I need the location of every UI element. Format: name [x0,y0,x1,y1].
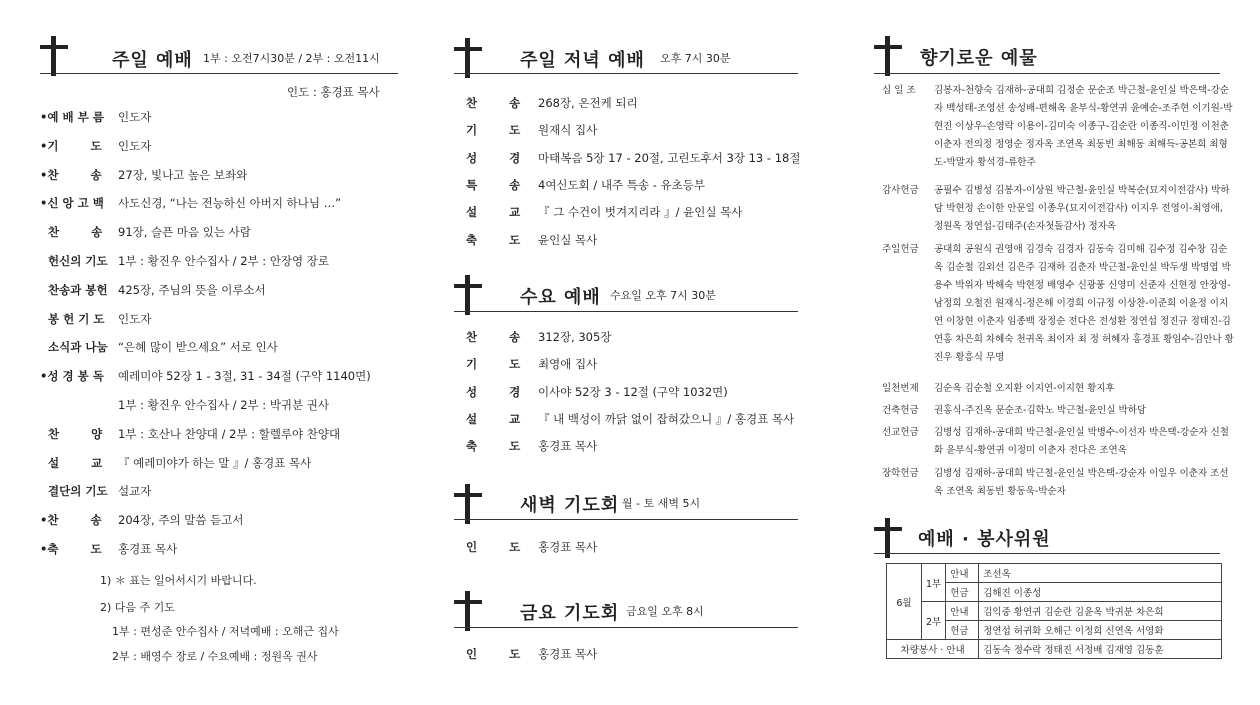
offering-names: 김순옥 김순철 오지환 이지연-이지현 황지후 [934,383,1115,394]
dawn-subtitle: 월 - 토 새벽 5시 [622,497,701,510]
role-cell: 헌금 [946,583,979,602]
order-item-value: 425장, 주님의 뜻을 이루소서 [118,282,266,297]
order-item-value: 예레미야 52장 1 - 3절, 31 - 34절 (구약 1140면) [118,369,371,384]
order-item-label: 설 교 [466,205,521,220]
order-item-value: 원재식 집사 [538,123,598,138]
order-item-value: 설교자 [118,484,152,499]
order-item-label: 특 송 [466,177,521,192]
order-item-label: 소식과 나눔 [40,340,108,355]
friday-title: 금요 기도회 [520,603,620,624]
order-item-value: 91장, 슬픈 마음 있는 사람 [118,225,251,240]
cross-icon [874,518,902,558]
sunday-leader: 인도 : 홍경표 목사 [287,85,380,99]
order-item-value: 인도자 [118,138,152,153]
vehicle-names-cell: 김동숙 정수락 정태진 서정배 김재영 김동훈 [979,640,1222,659]
order-item-label: 축 도 [466,232,521,247]
order-item-value: 홍경표 목사 [538,647,598,661]
offering-names: 공필수 김병성 김봉자-이상원 박근철-윤인실 박복순(묘지이전감사) 박하담 박현정 손이한 안문일 이종우(묘지이전감사) 이지우 전영이-최영애, 정원옥 정연섭-김태주(손자첫돌감사) 정자옥 [934,185,1230,232]
wednesday-title: 수요 예배 [520,287,601,308]
role-cell: 안내 [946,564,979,583]
service-title: 예배 · 봉사위원 [918,529,1051,550]
names-cell: 정연섭 허귀화 오해근 이정희 신연옥 서영화 [979,621,1222,640]
role-cell: 안내 [946,602,979,621]
order-item-label: 인 도 [466,647,521,661]
wednesday-subtitle: 수요일 오후 7시 30분 [610,289,716,302]
order-item-label: •신 앙 고 백 [40,196,104,211]
section-divider [874,553,1220,554]
order-item-value: 『 내 백성이 까닭 없이 잡혀갔으니 』/ 홍경표 목사 [538,411,795,426]
offerings-title: 향기로운 예물 [920,48,1038,69]
vehicle-label-cell: 차량봉사 · 안내 [887,640,979,659]
cross-icon [40,36,68,76]
offering-names: 공대희 공원식 권영애 김경숙 김경자 김동숙 김미해 김수정 김수창 김순옥 김순철 김외선 김은주 김재하 김춘자 박근철-윤인실 박두생 박명엽 박용수 박위자 박해숙 박현정 배영수 신광풍 신영미 신준자 신현정 안장영-남정희 오철진 원재식-정은해 이경희 이규정 이상찬-이준희 이윤정 이지연 이창현 이춘자 임종백 장정순 전다은 전성환 정연섭 정진규 정태진-김연홍 차은희 차혜숙 천귀옥 최이자 최 정 허혜자 홍경표 황임수-김안나 황진우 황흥식 무명 [934,244,1234,363]
order-item-value: 윤인실 목사 [538,232,598,247]
order-item-value: 사도신경, “나는 전능하신 아버지 하나님 …” [118,196,342,211]
order-item-value: 최영애 집사 [538,357,598,372]
order-item-value: 홍경표 목사 [118,542,178,556]
part1-cell: 1부 [922,564,946,602]
names-cell: 김익중 황연귀 김순란 김윤옥 박귀분 차은희 [979,602,1222,621]
order-item-value: 인도자 [118,110,152,124]
part2-cell: 2부 [922,602,946,640]
offering-names: 권홍식-주진옥 문순조-김학노 박근철-윤인실 박하담 [934,405,1147,416]
order-item-value: 1부 : 황진우 안수집사 / 2부 : 안장영 장로 [118,254,330,268]
order-item-label: 축 도 [466,439,521,454]
note-line: 1부 : 편성준 안수집사 / 저녁예배 : 오해근 집사 [112,625,339,638]
order-item-value: 홍경표 목사 [538,540,598,554]
order-item-label: 설 교 [40,455,103,470]
sunday-subtitle: 1부 : 오전7시30분 / 2부 : 오전11시 [203,52,380,65]
order-item-value: 홍경표 목사 [538,439,598,454]
role-cell: 헌금 [946,621,979,640]
order-item-label: •찬 송 [40,513,102,528]
cross-icon [454,484,482,524]
order-item-label: 찬 양 [40,426,103,441]
offering-names: 김병성 김재하-공대희 박근철-윤인실 박병수-이선자 박은택-강순자 신철화 윤부식-황연귀 이정미 이춘자 전다은 조연옥 [934,427,1229,456]
order-item-label: •기 도 [40,138,102,153]
section-divider [40,73,398,74]
offering-label: 선교헌금 [882,427,919,438]
order-item-value: 이사야 52장 3 - 12절 (구약 1032면) [538,384,728,399]
evening-title: 주일 저녁 예배 [520,50,645,71]
order-item-value: 27장, 빛나고 높은 보좌와 [118,167,248,182]
order-item-value: 『 그 수건이 벗겨지리라 』/ 윤인실 목사 [538,205,743,220]
order-item-label: 설 교 [466,411,521,426]
order-item-label: 헌신의 기도 [40,254,108,268]
service-table [886,563,1222,659]
offering-label: 십 일 조 [882,85,916,96]
cross-icon [874,36,902,76]
sunday-title: 주일 예배 [112,50,193,71]
friday-subtitle: 금요일 오후 8시 [626,605,704,618]
offering-names: 김병성 김재하-공대희 박근철-윤인실 박은택-강순자 이일우 이춘자 조선옥 조연옥 최동빈 황동욱-박순자 [934,468,1229,497]
cross-icon [454,38,482,78]
offering-names: 김봉자-천향숙 김재하-공대희 김정순 문순조 박근철-윤인실 박은택-강순자 백성태-조영선 송성배-편해옥 윤부식-황연귀 윤예순-조주현 이기원-박현진 이상우-손영락 이용이-김미숙 이종구-김순란 이종직-이민정 이천춘 이춘자 전의정 정영순 정자옥 조연옥 최동빈 최해동 최해득-공본희 최형도-박말자 황석경-류한주 [934,85,1233,168]
order-item-label: 찬 송 [40,225,103,240]
order-item-label: 찬송과 봉헌 [40,282,108,297]
section-divider [454,311,798,312]
names-cell: 김해진 이종성 [979,583,1222,602]
offering-label: 감사헌금 [882,185,919,196]
order-item-label: 성 경 [466,384,521,399]
note-line: 2부 : 배영수 장로 / 수요예배 : 정원옥 권사 [112,650,318,663]
order-item-label: 기 도 [466,357,521,372]
order-item-value: 1부 : 호산나 찬양대 / 2부 : 할렐루야 찬양대 [118,426,341,441]
section-divider [454,627,798,628]
order-item-value: 인도자 [118,311,152,326]
offering-label: 일천번제 [882,383,919,394]
order-item-label: 결단의 기도 [40,484,108,499]
cross-icon [454,591,482,631]
order-item-value: 312장, 305장 [538,330,612,344]
order-item-value: 4여신도회 / 내주 특송 - 유초등부 [538,177,705,192]
order-item-label: 봉 헌 기 도 [40,311,105,326]
order-item-label: 찬 송 [466,96,521,110]
order-item-label: •축 도 [40,542,102,556]
section-divider [454,519,798,520]
note-line: 1) ＊ 표는 일어서시기 바랍니다. [100,574,257,587]
order-item-value: 『 예레미야가 하는 말 』/ 홍경표 목사 [118,455,312,470]
offering-label: 주일헌금 [882,244,919,255]
offering-label: 장학헌금 [882,468,919,479]
order-item-label: 인 도 [466,540,521,554]
order-item-label: •성 경 봉 독 [40,369,104,384]
order-item-label: •찬 송 [40,167,102,182]
month-cell: 6월 [887,564,922,640]
order-item-value: “은혜 많이 받으세요” 서로 인사 [118,340,278,355]
order-item-label: 성 경 [466,150,521,165]
order-item-label: 기 도 [466,123,521,138]
order-item-value: 204장, 주의 말씀 듣고서 [118,513,244,528]
note-line: 2) 다음 주 기도 [100,601,175,614]
dawn-title: 새벽 기도회 [520,495,620,516]
order-item-label: •예 배 부 름 [40,110,104,124]
evening-subtitle: 오후 7시 30분 [660,52,731,65]
names-cell: 조선옥 [979,564,1222,583]
section-divider [874,73,1220,74]
order-item-value: 마태복음 5장 17 - 20절, 고린도후서 3장 13 - 18절 [538,150,801,165]
offering-label: 건축헌금 [882,405,919,416]
order-item-value: 1부 : 황진우 안수집사 / 2부 : 박귀분 권사 [118,398,330,412]
cross-icon [454,275,482,315]
section-divider [454,73,798,74]
order-item-value: 268장, 온전케 되리 [538,96,638,110]
order-item-label: 찬 송 [466,330,521,344]
